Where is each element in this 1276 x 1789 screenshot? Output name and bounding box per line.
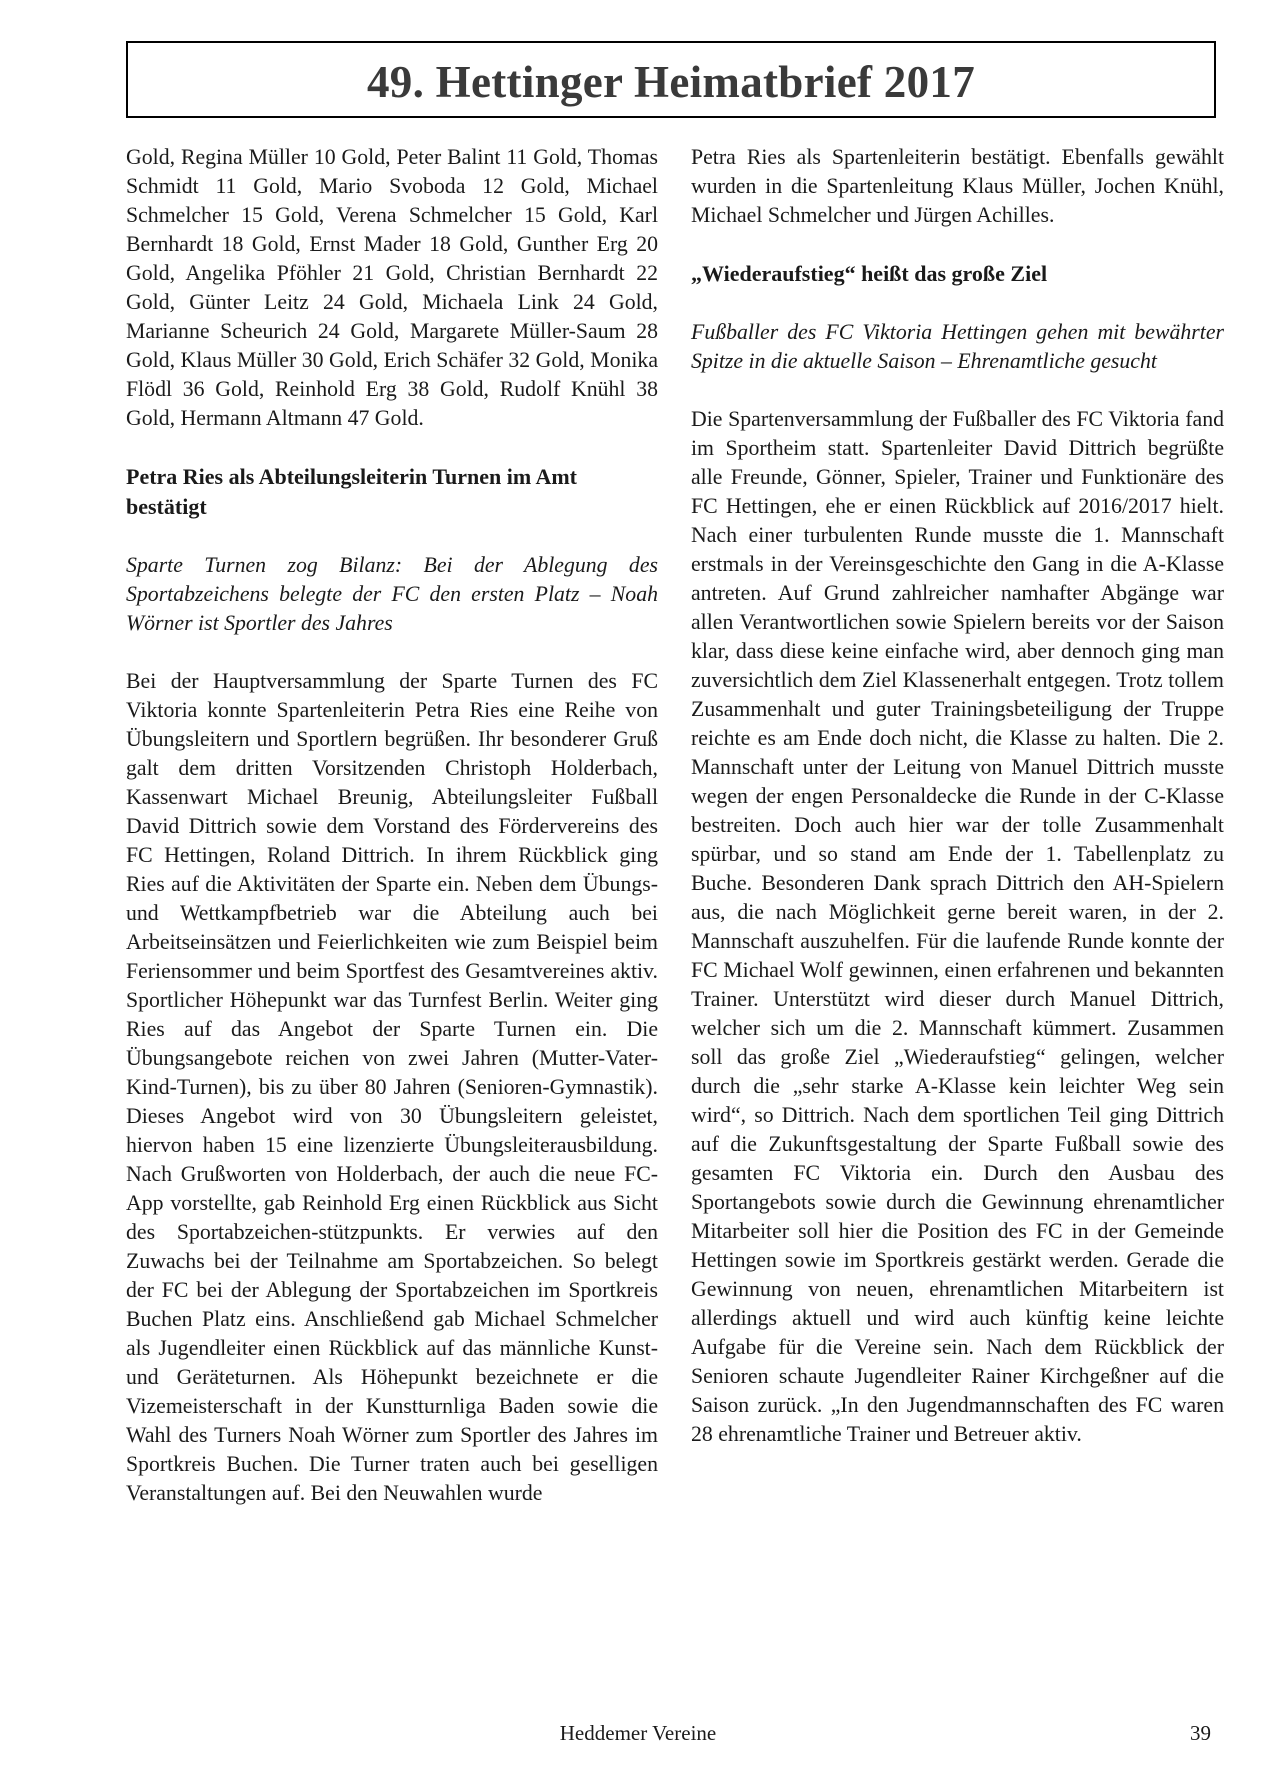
article-heading-turnen: Petra Ries als Abteilungsleiterin Turnen im Amt bestätigt	[126, 464, 577, 519]
article-body-turnen: Bei der Hauptversammlung der Sparte Turnen des FC Viktoria konnte Spartenleiterin Petra Ries eine Reihe von Übungsleitern und Sportlern begrüßen. Ihr besonderer Gruß galt dem dritten Vorsitzenden Christoph Holderbach, Kassenwart Michael Breunig, Abteilungsleiter Fußball David Dittrich sowie dem Vorstand des Fördervereins des FC Hettingen, Roland Dittrich. In ihrem Rückblick ging Ries auf die Aktivitäten der Sparte ein. Neben dem Übungs- und Wettkampfbetrieb war die Abteilung auch bei Arbeitseinsätzen und Feierlichkeiten wie zum Beispiel beim Feriensommer und beim Sportfest des Gesamtvereines aktiv. Sportlicher Höhepunkt war das Turnfest Berlin. Weiter ging Ries auf das Angebot der Sparte Turnen ein. Die Übungsangebote reichen von zwei Jahren (Mutter-Vater-Kind-Turnen), bis zu über 80 Jahren (Senioren-Gymnastik). Dieses Angebot wird von 30 Übungsleitern geleistet, hiervon haben 15 eine lizenzierte Übungsleiterausbildung. Nach Grußworten von Holderbach, der auch die neue FC-App vorstellte, gab Reinhold Erg einen Rückblick aus Sicht des Sportabzeichen-stützpunkts. Er verwies auf den Zuwachs bei der Teilnahme am Sportabzeichen. So belegt der FC bei der Ablegung der Sportabzeichen im Sportkreis Buchen Platz eins. Anschließend gab Michael Schmelcher als Jugendleiter einen Rückblick auf das männliche Kunst- und Geräteturnen. Als Höhepunkt bezeichnete er die Vizemeisterschaft in der Kunstturnliga Baden sowie die Wahl des Turners Noah Wörner zum Sportler des Jahres im Sportkreis Buchen. Die Turner traten auch bei geselligen Veranstaltungen auf. Bei den Neuwahlen wurde	[126, 669, 658, 1505]
left-intro-paragraph: Gold, Regina Müller 10 Gold, Peter Balint 11 Gold, Thomas Schmidt 11 Gold, Mario Svoboda 12 Gold, Michael Schmelcher 15 Gold, Verena Schmelcher 15 Gold, Karl Bernhardt 18 Gold, Ernst Mader 18 Gold, Gunther Erg 20 Gold, Angelika Pföhler 21 Gold, Christian Bernhardt 22 Gold, Günter Leitz 24 Gold, Michaela Link 24 Gold, Marianne Scheurich 24 Gold, Margarete Müller-Saum 28 Gold, Klaus Müller 30 Gold, Erich Schäfer 32 Gold, Monika Flödl 36 Gold, Reinhold Erg 38 Gold, Rudolf Knühl 38 Gold, Hermann Altmann 47 Gold.	[126, 145, 658, 430]
page-number: 39	[1190, 1721, 1211, 1745]
spacer	[126, 522, 658, 551]
article-heading-fussball: „Wiederaufstieg“ heißt das große Ziel	[691, 261, 1048, 286]
article-lead-turnen: Sparte Turnen zog Bilanz: Bei der Ablegung des Sportabzeichens belegte der FC den ersten Platz – Noah Wörner ist Sportler des Jahres	[126, 553, 658, 635]
spacer	[691, 289, 1224, 318]
page-title: 49. Hettinger Heimatbrief 2017	[366, 56, 976, 107]
spacer	[126, 433, 658, 462]
right-column	[691, 143, 1224, 1449]
right-intro-paragraph: Petra Ries als Spartenleiterin bestätigt. Ebenfalls gewählt wurden in die Spartenleitung Klaus Müller, Jochen Knühl, Michael Schmelcher und Jürgen Achilles.	[691, 145, 1224, 227]
page-header-box	[126, 41, 1216, 118]
article-body-fussball: Die Spartenversammlung der Fußballer des FC Viktoria fand im Sportheim statt. Spartenleiter David Dittrich begrüßte alle Freunde, Gönner, Spieler, Trainer und Funktionäre des FC Hettingen, ehe er einen Rückblick auf 2016/2017 hielt. Nach einer turbulenten Runde musste die 1. Mannschaft erstmals in der Vereinsgeschichte den Gang in die A-Klasse antreten. Auf Grund zahlreicher namhafter Abgänge war allen Verantwortlichen sowie Spielern bereits vor der Saison klar, dass diese keine einfache wird, aber dennoch ging man zuversichtlich dem Ziel Klassenerhalt entgegen. Trotz tollem Zusammenhalt und guter Trainingsbeteiligung der Truppe reichte es am Ende doch nicht, die Klasse zu halten. Die 2. Mannschaft unter der Leitung von Manuel Dittrich musste wegen der engen Personaldecke die Runde in der C-Klasse bestreiten. Doch auch hier war der tolle Zusammenhalt spürbar, und so stand am Ende der 1. Tabellenplatz zu Buche. Besonderen Dank sprach Dittrich den AH-Spielern aus, die nach Möglichkeit gerne bereit waren, in der 2. Mannschaft auszuhelfen. Für die laufende Runde konnte der FC Michael Wolf gewinnen, einen erfahrenen und bekannten Trainer. Unterstützt wird dieser durch Manuel Dittrich, welcher sich um die 2. Mannschaft kümmert. Zusammen soll das große Ziel „Wiederaufstieg“ gelingen, welcher durch die „sehr starke A-Klasse kein leichter Weg sein wird“, so Dittrich. Nach dem sportlichen Teil ging Dittrich auf die Zukunftsgestaltung der Sparte Fußball sowie des gesamten FC Viktoria ein. Durch den Ausbau des Sportangebots sowie durch die Gewinnung ehrenamtlicher Mitarbeiter soll hier die Position des FC in der Gemeinde Hettingen sowie im Sportkreis gestärkt werden. Gerade die Gewinnung von neuen, ehrenamtlichen Mitarbeitern ist allerdings aktuell und wird auch künftig keine leichte Aufgabe für die Vereine sein. Nach dem Rückblick der Senioren schaute Jugendleiter Rainer Kirchgeßner auf die Saison zurück. „In den Jugendmannschaften des FC waren 28 ehrenamtliche Trainer und Betreuer aktiv.	[691, 407, 1224, 1446]
left-column	[126, 143, 658, 1508]
spacer	[691, 230, 1224, 259]
spacer	[126, 638, 658, 667]
footer-section-label: Heddemer Vereine	[559, 1721, 717, 1745]
spacer	[691, 376, 1224, 405]
article-lead-fussball: Fußballer des FC Viktoria Hettingen gehen mit bewährter Spitze in die aktuelle Saison – Ehrenamtliche gesucht	[691, 320, 1224, 373]
